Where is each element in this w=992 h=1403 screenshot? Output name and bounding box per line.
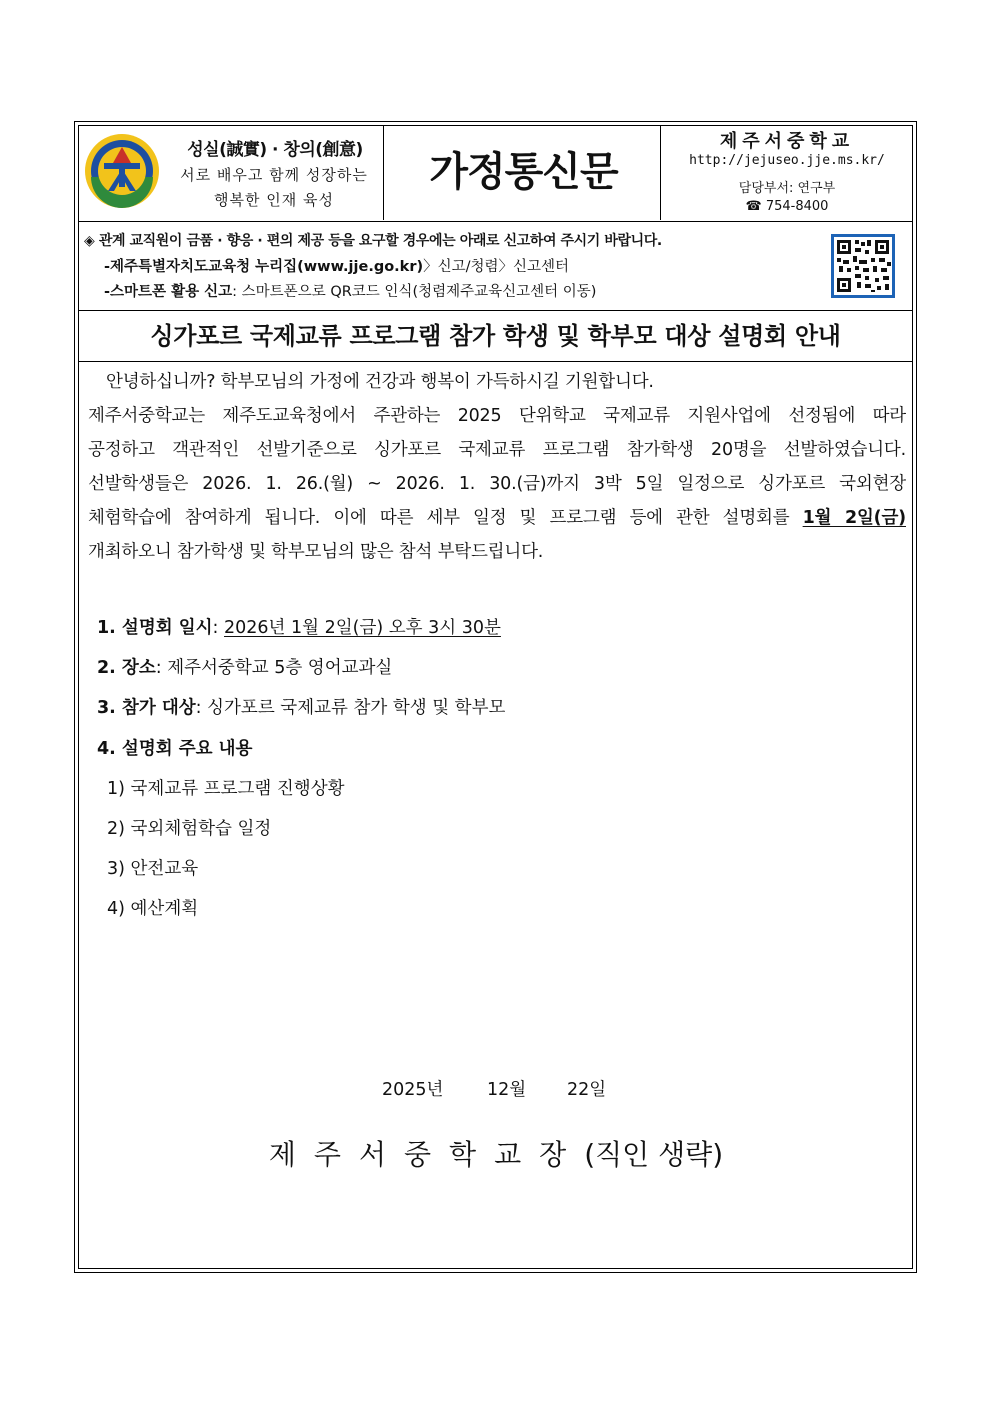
school-vision (164, 163, 384, 213)
school-motto: 성실(誠實) · 창의(創意) (187, 140, 363, 160)
newsletter-header (78, 125, 913, 222)
item-label: 3. 참가 대상 (97, 698, 196, 718)
vision-line-2: 행복한 인재 육성 (214, 191, 334, 209)
date-day: 22일 (567, 1080, 607, 1100)
list-item: 1) 국제교류 프로그램 진행상황 (107, 779, 345, 799)
meeting-date-highlight: 1월 2일(금) (802, 508, 906, 528)
seal-note: (직인 생략) (584, 1138, 724, 1171)
item-location: 2. 장소: 제주서중학교 5층 영어교과실 (97, 658, 393, 678)
item-value: 제주서중학교 5층 영어교과실 (167, 658, 393, 678)
school-logo-icon (84, 133, 160, 209)
body-line (88, 504, 906, 529)
date-month: 12월 (487, 1080, 527, 1100)
greeting-line: 안녕하십니까? 학부모님의 가정에 건강과 행복이 가득하시길 기원합니다. (106, 372, 654, 392)
page-title: 가정통신문 (429, 150, 618, 194)
report-smartphone-label: -스마트폰 활용 신고 (104, 284, 233, 300)
date-year: 2025년 (382, 1080, 444, 1100)
report-notice: ◈ 관계 교직원이 금품 · 향응 · 편의 제공 등을 요구할 경우에는 아래로 신고하여 주시기 바랍니다. (84, 233, 662, 249)
header-divider (383, 125, 384, 220)
phone-number: ☎ 754-8400 (745, 199, 829, 214)
principal-title: 제주서중학교장 (268, 1138, 585, 1171)
item-value: 싱가포르 국제교류 참가 학생 및 학부모 (207, 698, 506, 718)
report-line-smartphone (104, 280, 596, 301)
header-divider (660, 125, 661, 220)
list-item: 3) 안전교육 (107, 859, 199, 879)
item-label: 1. 설명회 일시 (97, 618, 213, 638)
report-site-label[interactable]: -제주특별자치도교육청 누리집(www.jje.go.kr) (104, 259, 424, 275)
report-notice-box (78, 222, 913, 311)
body-line: 선발학생들은 2026. 1. 26.(월) ~ 2026. 1. 30.(금)까지 3박 5일 일정으로 싱가포르 국외현장 (88, 474, 906, 494)
school-name: 제주서중학교 (719, 131, 855, 152)
body-line-text: 체험학습에 참여하게 됩니다. 이에 따른 세부 일정 및 프로그램 등에 관한 설명회를 (88, 508, 790, 528)
report-line-nurizip (104, 255, 569, 276)
item-label: 4. 설명회 주요 내용 (97, 739, 253, 759)
principal-signature (0, 1133, 992, 1173)
list-item: 4) 예산계획 (107, 899, 199, 919)
list-item: 2) 국외체험학습 일정 (107, 819, 272, 839)
item-schedule: 1. 설명회 일시: 2026년 1월 2일(금) 오후 3시 30분 (97, 618, 501, 638)
body-line: 개최하오니 참가학생 및 학부모님의 많은 참석 부탁드립니다. (88, 542, 544, 562)
item-label: 2. 장소 (97, 658, 156, 678)
school-website-link[interactable]: http://jejuseo.jje.ms.kr/ (689, 153, 885, 168)
document-title: 싱가포르 국제교류 프로그램 참가 학생 및 학부모 대상 설명회 안내 (78, 311, 913, 362)
report-smartphone-text: : 스마트폰으로 QR코드 인식(청렴제주교육신고센터 이동) (232, 284, 597, 300)
vision-line-1: 서로 배우고 함께 성장하는 (180, 166, 368, 184)
report-site-path: 〉신고/청렴〉신고센터 (423, 259, 570, 275)
item-value: 2026년 1월 2일(금) 오후 3시 30분 (224, 618, 501, 638)
body-line: 제주서중학교는 제주도교육청에서 주관하는 2025 단위학교 국제교류 지원사업에 선정됨에 따라 (88, 406, 906, 426)
department-label: 담당부서: 연구부 (738, 181, 836, 196)
item-contents (97, 735, 252, 760)
qr-code-icon[interactable] (831, 234, 895, 298)
body-line: 공정하고 객관적인 선발기준으로 싱가포르 국제교류 프로그램 참가학생 20명을 선발하였습니다. (88, 440, 906, 460)
item-target: 3. 참가 대상: 싱가포르 국제교류 참가 학생 및 학부모 (97, 698, 506, 718)
